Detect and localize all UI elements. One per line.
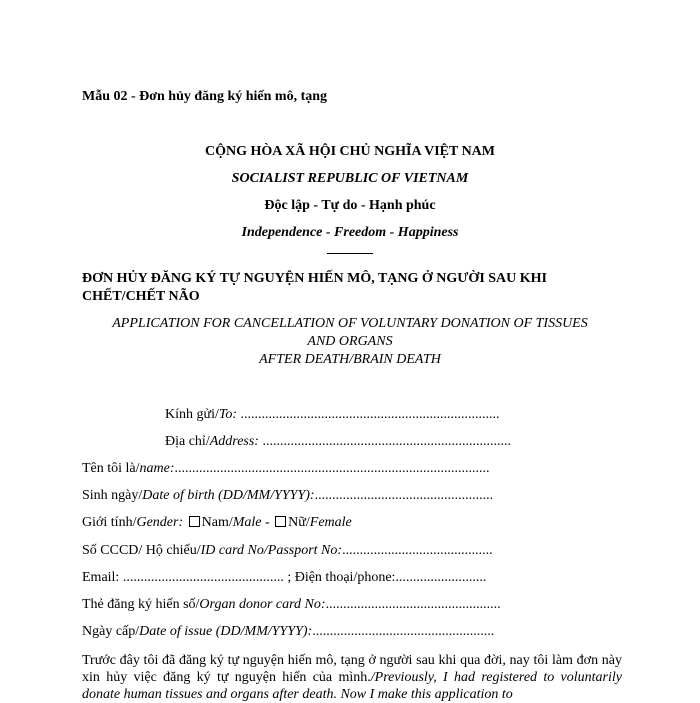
card-dots: .................................................. bbox=[325, 597, 501, 612]
address-label-vi: Địa chỉ/ bbox=[165, 434, 210, 449]
paragraph-en: /Previously, I had registered to voluntarily donate human tissues and organs after death. Now I make this application to bbox=[82, 670, 622, 702]
issue-dots: .................................................... bbox=[312, 624, 495, 639]
dob-label-vi: Sinh ngày/ bbox=[82, 488, 143, 503]
country-name-en: SOCIALIST REPUBLIC OF VIETNAM bbox=[231, 171, 469, 186]
paragraph-vi: Trước đây tôi đã đăng ký tự nguyện hiến mô, tạng ở người sau khi qua đời, nay tôi làm đơn này xin hủy việc đăng ký tự nguyện hiến của mình. bbox=[82, 653, 622, 685]
address-label-en: Address: bbox=[209, 434, 259, 449]
motto-vi: Độc lập - Tự do - Hạnh phúc bbox=[264, 198, 436, 213]
country-name-vi: CỘNG HÒA XÃ HỘI CHỦ NGHĨA VIỆT NAM bbox=[204, 144, 495, 159]
name-field[interactable] bbox=[82, 461, 490, 477]
name-dots: .......................................................................................... bbox=[174, 461, 490, 476]
name-label-en: name: bbox=[139, 461, 175, 476]
issue-date-field[interactable] bbox=[82, 624, 494, 640]
address-field[interactable] bbox=[165, 434, 511, 450]
donor-card-field[interactable] bbox=[82, 597, 501, 613]
title-en-line1: APPLICATION FOR CANCELLATION OF VOLUNTARY DONATION OF TISSUES bbox=[112, 316, 588, 331]
male-label-en: Male bbox=[232, 515, 262, 530]
title-en-line2: AND ORGANS bbox=[307, 334, 393, 349]
to-field[interactable] bbox=[165, 407, 500, 423]
card-label-en: Organ donor card No: bbox=[199, 597, 326, 612]
female-label-en: Female bbox=[309, 515, 352, 530]
dob-field[interactable] bbox=[82, 488, 493, 504]
title-vi-line1: ĐƠN HỦY ĐĂNG KÝ TỰ NGUYỆN HIẾN MÔ, TẠNG Ở NGƯỜI SAU KHI bbox=[82, 271, 548, 286]
title-vi-line2: CHẾT/CHẾT NÃO bbox=[82, 289, 200, 304]
id-label-en: ID card No/Passport No: bbox=[200, 543, 343, 558]
to-label-vi: Kính gửi/ bbox=[165, 407, 219, 422]
id-field[interactable] bbox=[82, 543, 493, 559]
address-dots: ....................................................................... bbox=[258, 434, 511, 449]
dob-dots: ................................................... bbox=[314, 488, 494, 503]
email-label: Email: bbox=[82, 570, 123, 585]
to-label-en: To: bbox=[218, 407, 238, 422]
title-en-line3: AFTER DEATH/BRAIN DEATH bbox=[259, 352, 441, 367]
phone-label: ; Điện thoại/phone: bbox=[283, 570, 396, 585]
female-checkbox[interactable] bbox=[275, 516, 286, 527]
card-label-vi: Thẻ đăng ký hiến số/ bbox=[82, 597, 200, 612]
issue-label-vi: Ngày cấp/ bbox=[82, 624, 140, 639]
gender-label-en: Gender: bbox=[136, 515, 184, 530]
name-label-vi: Tên tôi là/ bbox=[82, 461, 140, 476]
gender-separator: - bbox=[261, 515, 274, 530]
male-checkbox[interactable] bbox=[189, 516, 200, 527]
email-dots: .............................................. bbox=[122, 570, 284, 585]
dob-label-en: Date of birth (DD/MM/YYYY): bbox=[142, 488, 315, 503]
phone-dots: .......................... bbox=[395, 570, 487, 585]
female-label-vi: Nữ/ bbox=[288, 515, 310, 530]
contact-field[interactable] bbox=[82, 570, 486, 586]
gender-field bbox=[82, 515, 352, 531]
gender-label-vi: Giới tính/ bbox=[82, 515, 137, 530]
form-id: Mẫu 02 - Đơn hủy đăng ký hiến mô, tạng bbox=[82, 89, 328, 104]
to-dots: .......................................................................... bbox=[237, 407, 500, 422]
male-label-vi: Nam/ bbox=[201, 515, 233, 530]
id-dots: ........................................... bbox=[342, 543, 493, 558]
header-divider bbox=[327, 253, 373, 254]
issue-label-en: Date of issue (DD/MM/YYYY): bbox=[139, 624, 313, 639]
motto-en: Independence - Freedom - Happiness bbox=[241, 225, 459, 240]
cancellation-paragraph bbox=[82, 652, 622, 703]
id-label-vi: Số CCCD/ Hộ chiếu/ bbox=[82, 543, 201, 558]
